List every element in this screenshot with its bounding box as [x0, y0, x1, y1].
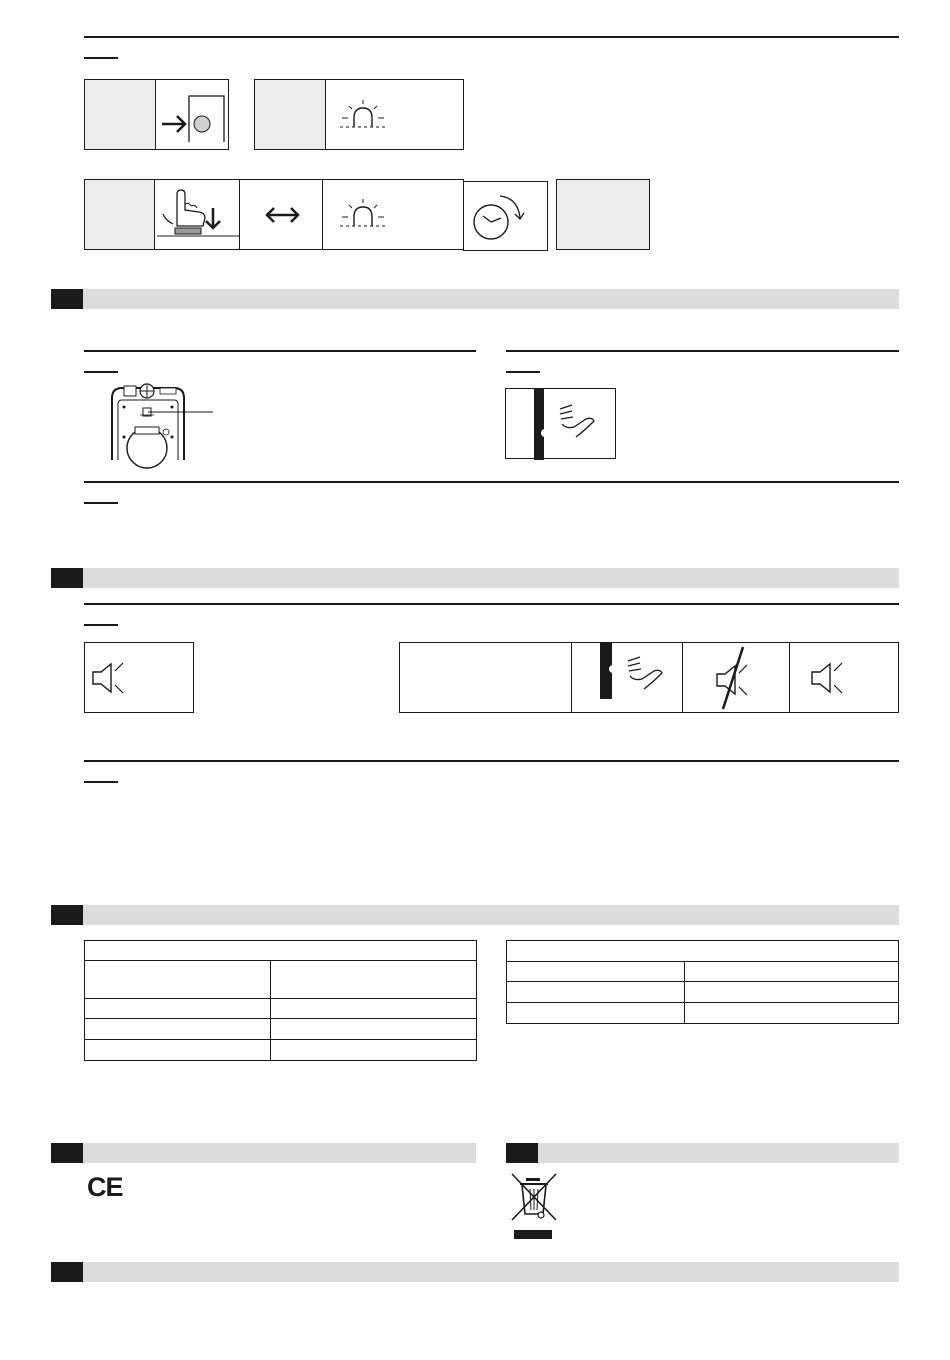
- table-cell: [271, 999, 477, 1019]
- subsection-rule: [84, 350, 476, 352]
- top-step-marker: [84, 57, 118, 59]
- hand-wave-cell: [505, 388, 616, 459]
- subsection-rule: [84, 481, 899, 483]
- step-marker: [84, 371, 118, 373]
- table-cell: [685, 962, 899, 982]
- clock-rotate-icon: [464, 182, 549, 252]
- table-cell: [685, 1003, 899, 1024]
- double-arrow-icon: [240, 180, 325, 251]
- device-front-diagram: [110, 382, 220, 460]
- table-cell: [271, 961, 477, 999]
- flashing-beacon-icon: [326, 80, 465, 151]
- speaker-muted-cell: [682, 642, 791, 713]
- step-marker: [84, 624, 118, 626]
- section-header-bar: [83, 905, 899, 925]
- speaker-icon: [85, 643, 195, 714]
- section-number-tab: [51, 905, 83, 925]
- table-header-cell: [507, 941, 899, 962]
- subsection-rule: [84, 760, 899, 762]
- hand-wave-at-door-icon: [572, 643, 684, 714]
- step-marker: [506, 371, 540, 373]
- section-header-bar: [83, 289, 899, 309]
- hand-wave-at-door-icon: [506, 389, 617, 460]
- speaker-icon: [790, 643, 900, 714]
- subsection-rule: [506, 350, 899, 352]
- speaker-cell: [789, 642, 899, 713]
- arrow-into-door-cell: [155, 79, 229, 150]
- section-header-bar: [83, 568, 899, 588]
- table-cell: [271, 1040, 477, 1061]
- table-cell: [685, 982, 899, 1003]
- table-cell: [507, 1003, 685, 1024]
- weee-bin-drawing: [510, 1172, 560, 1242]
- table-cell: [507, 962, 685, 982]
- section-header-bar: [83, 1262, 899, 1282]
- table-cell: [85, 1019, 271, 1040]
- table-cell: [85, 999, 271, 1019]
- section-header-bar: [538, 1143, 899, 1163]
- section-header-bar: [83, 1143, 476, 1163]
- arrow-down-icon: [155, 180, 241, 251]
- speaker-cell: [84, 642, 194, 713]
- clock-cell: [463, 181, 548, 251]
- table-cell: [507, 982, 685, 1003]
- spec-table-right: [506, 940, 899, 1024]
- double-arrow-cell: [239, 179, 324, 250]
- step-marker: [84, 781, 118, 783]
- press-button-cell: [154, 179, 240, 250]
- table-cell: [85, 961, 271, 999]
- step-gray-cell: [556, 179, 650, 250]
- section-number-tab: [51, 568, 83, 588]
- table-cell: [85, 1040, 271, 1061]
- section-number-tab: [51, 1262, 83, 1282]
- ce-mark-icon: CE: [87, 1172, 123, 1202]
- beacon-cell: [325, 79, 464, 150]
- spec-table-left: [84, 940, 477, 1061]
- speaker-muted-icon: [683, 643, 792, 714]
- sequence-label-cell: [399, 642, 573, 713]
- section-number-tab: [51, 1143, 83, 1163]
- section-number-tab: [51, 289, 83, 309]
- table-cell: [271, 1019, 477, 1040]
- subsection-rule: [84, 603, 899, 605]
- weee-crossed-bin-icon: [510, 1172, 560, 1242]
- table-header-cell: [85, 941, 477, 961]
- step-gray-cell: [254, 79, 326, 150]
- step-gray-cell: [84, 179, 156, 250]
- flashing-beacon-icon: [323, 180, 465, 251]
- step-marker: [84, 502, 118, 504]
- section-number-tab: [506, 1143, 538, 1163]
- step-gray-cell: [84, 79, 156, 150]
- top-rule: [84, 36, 899, 38]
- arrow-into-door-icon: [156, 80, 230, 151]
- beacon-cell: [322, 179, 464, 250]
- device-outline-drawing: [110, 382, 220, 460]
- hand-wave-cell: [571, 642, 683, 713]
